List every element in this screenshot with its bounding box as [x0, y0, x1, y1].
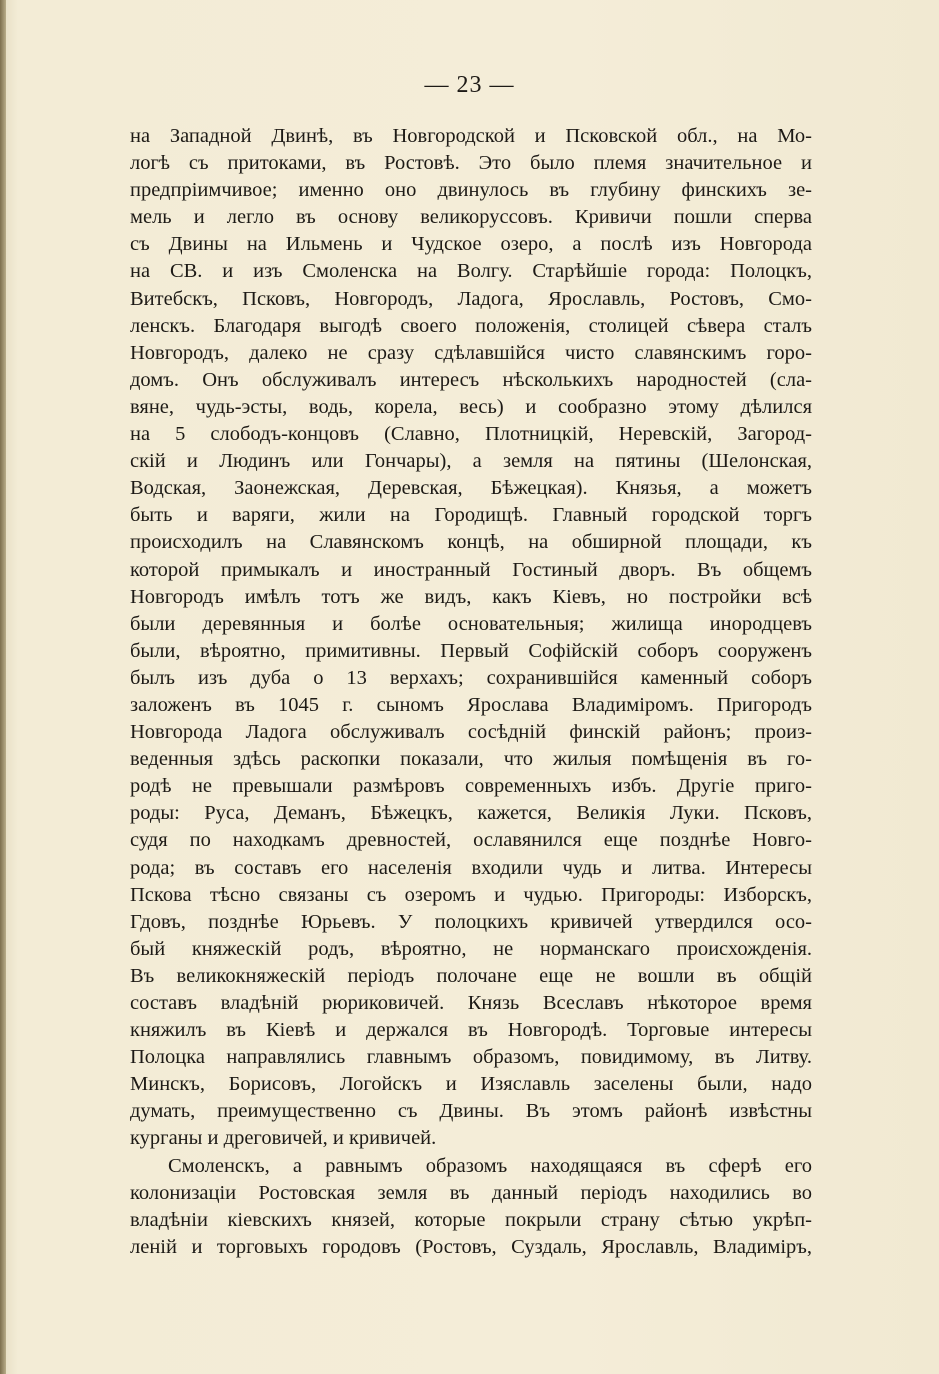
text-line: курганы и дреговичей, и кривичей.	[130, 1127, 437, 1150]
text-line: быть и варяги, жили на Городищѣ. Главный городской торгъ	[130, 504, 812, 527]
text-line: княжилъ въ Кіевѣ и держался въ Новгородѣ. Торговые интересы	[130, 1019, 812, 1042]
text-line: веденныя здѣсь раскопки показали, что жилыя помѣщенія въ го-	[130, 748, 812, 771]
page-number: — 23 —	[424, 72, 515, 98]
text-line: скій и Людинъ или Гончары), а земля на пятины (Шелонская,	[130, 450, 812, 473]
text-line: Витебскъ, Псковъ, Новгородъ, Ладога, Ярославль, Ростовъ, Смо-	[130, 287, 812, 310]
text-line: Минскъ, Борисовъ, Логойскъ и Изяславль заселены были, надо	[130, 1073, 812, 1096]
text-line: предпріимчивое; именно оно двинулось въ глубину финскихъ зе-	[130, 179, 812, 202]
text-line: Новгорода Ладога обслуживалъ сосѣдній финскій районъ; произ-	[130, 721, 812, 744]
text-line: леній и торговыхъ городовъ (Ростовъ, Суздаль, Ярославль, Владиміръ,	[130, 1235, 812, 1258]
text-line: рода; въ составъ его населенія входили чудь и литва. Интересы	[130, 856, 812, 879]
text-line: роды: Руса, Деманъ, Бѣжецкъ, кажется, Великія Луки. Псковъ,	[130, 802, 812, 825]
text-line: были, вѣроятно, примитивны. Первый Софійскій соборъ сооруженъ	[130, 639, 812, 662]
text-line: на СВ. и изъ Смоленска на Волгу. Старѣйшіе города: Полоцкъ,	[130, 260, 812, 283]
text-line: родѣ не превышали размѣровъ современныхъ избъ. Другіе приго-	[130, 775, 812, 798]
text-line: владѣніи кіевскихъ князей, которые покрыли страну сѣтью укрѣп-	[130, 1208, 812, 1231]
text-line: заложенъ въ 1045 г. сыномъ Ярослава Владиміромъ. Пригородъ	[130, 693, 812, 716]
text-line: логѣ съ притоками, въ Ростовѣ. Это было племя значительное и	[130, 152, 812, 175]
text-line: Водская, Заонежская, Деревская, Бѣжецкая). Князья, а можетъ	[130, 477, 812, 500]
text-line: бый княжескій родъ, вѣроятно, не норманскаго происхожденія.	[130, 937, 812, 960]
text-line: Новгородъ имѣлъ тотъ же видъ, какъ Кіевъ, но постройки всѣ	[130, 585, 812, 608]
text-line: на Западной Двинѣ, въ Новгородской и Псковской обл., на Мо-	[130, 125, 812, 147]
text-line: составъ владѣній рюриковичей. Князь Всеславъ нѣкоторое время	[130, 992, 812, 1014]
body-text	[130, 123, 812, 1261]
text-line: былъ изъ дуба о 13 верхахъ; сохранившійся каменный соборъ	[130, 666, 812, 689]
text-line: Въ великокняжескій періодъ полочане еще не вошли въ общій	[130, 964, 812, 987]
text-line: Полоцка направлялись главнымъ образомъ, повидимому, въ Литву.	[130, 1046, 812, 1069]
text-line: ленскъ. Благодаря выгодѣ своего положенія, столицей сѣвера сталъ	[130, 314, 812, 337]
text-line: Гдовъ, позднѣе Юрьевъ. У полоцкихъ кривичей утвердился осо-	[130, 910, 812, 933]
text-line: судя по находкамъ древностей, ославянился еще позднѣе Новго-	[130, 829, 812, 852]
text-line: Новгородъ, далеко не сразу сдѣлавшійся чисто славянскимъ горо-	[130, 341, 812, 364]
text-line: на 5 слободъ-концовъ (Славно, Плотницкій, Неревскій, Загород-	[130, 423, 812, 446]
text-line: мель и легло въ основу великоруссовъ. Кривичи пошли сперва	[130, 206, 812, 229]
text-line: Смоленскъ, а равнымъ образомъ находящаяся въ сферѣ его	[168, 1154, 812, 1177]
text-line: происходилъ на Славянскомъ концѣ, на обширной площади, къ	[130, 531, 812, 554]
text-line: вяне, чудь-эсты, водь, корела, весь) и сообразно этому дѣлился	[130, 395, 812, 418]
text-line: думать, преимущественно съ Двины. Въ этомъ районѣ извѣстны	[130, 1100, 812, 1123]
text-line: домъ. Онъ обслуживалъ интересъ нѣсколькихъ народностей (сла-	[130, 368, 812, 391]
text-line: были деревянныя и болѣе основательныя; жилища инородцевъ	[130, 612, 812, 635]
text-line: которой примыкалъ и иностранный Гостиный дворъ. Въ общемъ	[130, 558, 812, 581]
text-line: съ Двины на Ильмень и Чудское озеро, а послѣ изъ Новгорода	[130, 233, 812, 256]
book-spine-edge	[0, 0, 6, 1374]
paragraph-2	[130, 1153, 812, 1261]
paragraph-1	[130, 123, 812, 1153]
text-line: колонизаціи Ростовская земля въ данный періодъ находились во	[130, 1181, 812, 1204]
text-line: Пскова тѣсно связаны съ озеромъ и чудью. Пригороды: Изборскъ,	[130, 883, 812, 906]
